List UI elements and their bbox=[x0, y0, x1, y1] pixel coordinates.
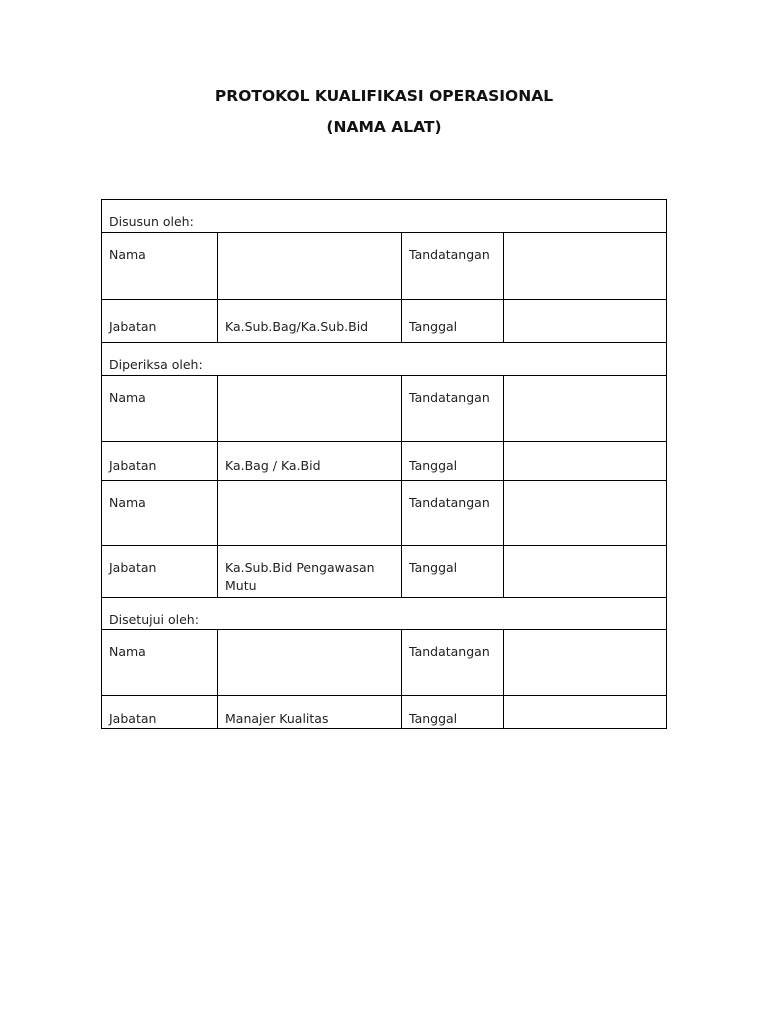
prepared-by-position-row bbox=[102, 300, 667, 343]
name-label: Nama bbox=[102, 630, 218, 696]
checked-by-1-name-field[interactable] bbox=[218, 376, 402, 442]
prepared-by-signature-field[interactable] bbox=[504, 233, 667, 300]
position-label: Jabatan bbox=[102, 300, 218, 343]
signature-label: Tandatangan bbox=[402, 233, 504, 300]
checked-by-2-name-field[interactable] bbox=[218, 481, 402, 546]
prepared-by-position-value: Ka.Sub.Bag/Ka.Sub.Bid bbox=[218, 300, 402, 343]
checked-by-1-signature-field[interactable] bbox=[504, 376, 667, 442]
checked-by-2-date-field[interactable] bbox=[504, 546, 667, 598]
checked-by-2-position-value: Ka.Sub.Bid Pengawasan Mutu bbox=[218, 546, 402, 598]
checked-by-1-name-row bbox=[102, 376, 667, 442]
approved-by-name-field[interactable] bbox=[218, 630, 402, 696]
date-label: Tanggal bbox=[402, 696, 504, 729]
approved-by-date-field[interactable] bbox=[504, 696, 667, 729]
signature-label: Tandatangan bbox=[402, 376, 504, 442]
signature-label: Tandatangan bbox=[402, 630, 504, 696]
prepared-by-name-row bbox=[102, 233, 667, 300]
name-label: Nama bbox=[102, 233, 218, 300]
section-prepared-by bbox=[102, 200, 667, 233]
position-label: Jabatan bbox=[102, 442, 218, 481]
position-label: Jabatan bbox=[102, 696, 218, 729]
approved-by-position-row bbox=[102, 696, 667, 729]
date-label: Tanggal bbox=[402, 300, 504, 343]
document-subtitle: (NAMA ALAT) bbox=[326, 118, 442, 136]
checked-by-1-position-value: Ka.Bag / Ka.Bid bbox=[218, 442, 402, 481]
approved-by-position-value: Manajer Kualitas bbox=[218, 696, 402, 729]
checked-by-2-position-row bbox=[102, 546, 667, 598]
prepared-by-name-field[interactable] bbox=[218, 233, 402, 300]
section-heading-checked-by: Diperiksa oleh: bbox=[102, 343, 667, 376]
section-checked-by bbox=[102, 343, 667, 376]
checked-by-2-name-row bbox=[102, 481, 667, 546]
checked-by-1-date-field[interactable] bbox=[504, 442, 667, 481]
name-label: Nama bbox=[102, 376, 218, 442]
approval-table bbox=[101, 199, 667, 729]
document-title: PROTOKOL KUALIFIKASI OPERASIONAL bbox=[214, 87, 554, 105]
approved-by-signature-field[interactable] bbox=[504, 630, 667, 696]
prepared-by-date-field[interactable] bbox=[504, 300, 667, 343]
section-heading-prepared-by: Disusun oleh: bbox=[102, 200, 667, 233]
approved-by-name-row bbox=[102, 630, 667, 696]
position-label: Jabatan bbox=[102, 546, 218, 598]
name-label: Nama bbox=[102, 481, 218, 546]
date-label: Tanggal bbox=[402, 442, 504, 481]
date-label: Tanggal bbox=[402, 546, 504, 598]
section-approved-by bbox=[102, 598, 667, 630]
signature-label: Tandatangan bbox=[402, 481, 504, 546]
checked-by-1-position-row bbox=[102, 442, 667, 481]
section-heading-approved-by: Disetujui oleh: bbox=[102, 598, 667, 630]
checked-by-2-signature-field[interactable] bbox=[504, 481, 667, 546]
